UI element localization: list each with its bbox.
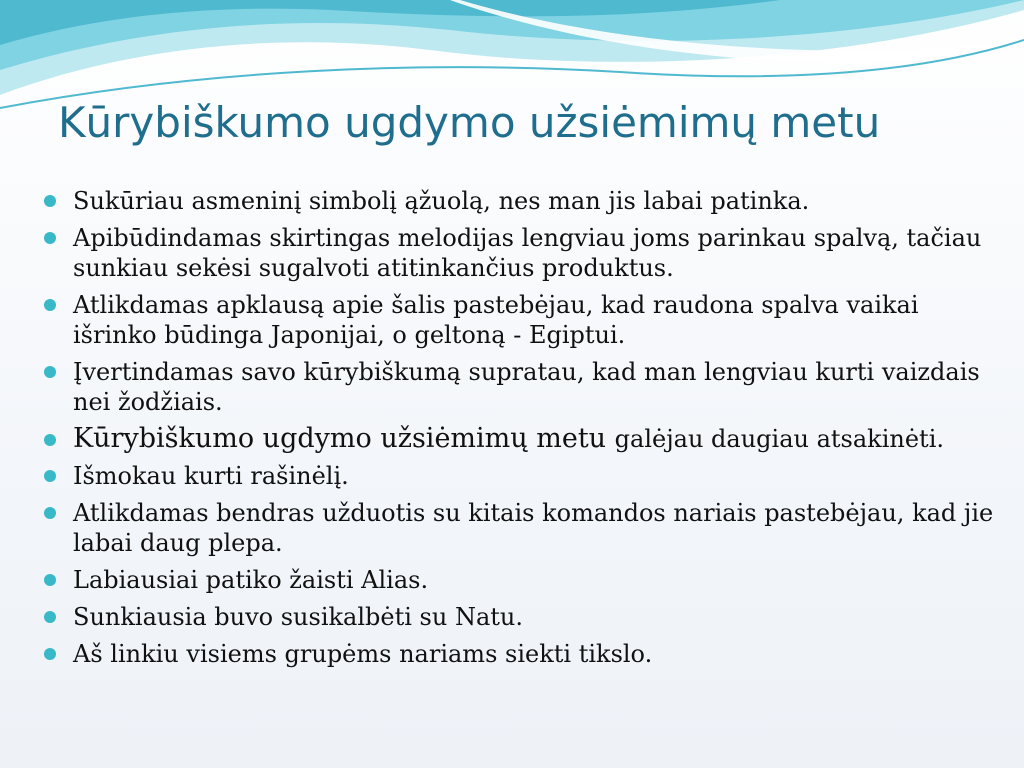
bullet-dot-icon	[44, 648, 56, 660]
bullet-dot-icon	[44, 507, 56, 519]
bullet-dot-icon	[44, 470, 56, 482]
bullet-text: Atlikdamas apklausą apie šalis pastebėjau, kad raudona spalva vaikai išrinko būdinga Japonijai, o geltoną - Egiptui.	[73, 291, 919, 349]
bullet-text: Įvertindamas savo kūrybiškumą supratau, kad man lengviau kurti vaizdais nei žodžiais.	[73, 358, 980, 416]
bullet-item	[44, 223, 994, 283]
bullet-text-lead: Kūrybiškumo ugdymo užsiėmimų metu	[73, 423, 615, 454]
bullet-text: Atlikdamas bendras užduotis su kitais komandos nariais pastebėjau, kad jie labai daug plepa.	[73, 499, 994, 557]
bullet-dot-icon	[44, 299, 56, 311]
bullet-text: Sukūriau asmeninį simbolį ąžuolą, nes man jis labai patinka.	[73, 187, 810, 215]
bullet-item	[44, 290, 994, 350]
bullet-dot-icon	[44, 232, 56, 244]
bullet-dot-icon	[44, 434, 56, 446]
bullet-dot-icon	[44, 366, 56, 378]
bullet-dot-icon	[44, 574, 56, 586]
bullet-list	[44, 186, 994, 676]
bullet-text-rest: galėjau daugiau atsakinėti.	[614, 425, 944, 453]
bullet-item	[44, 186, 994, 216]
bullet-item	[44, 424, 994, 454]
bullet-text: Išmokau kurti rašinėlį.	[73, 462, 349, 490]
bullet-dot-icon	[44, 611, 56, 623]
bullet-item	[44, 461, 994, 491]
bullet-item	[44, 357, 994, 417]
bullet-text: Sunkiausia buvo susikalbėti su Natu.	[73, 603, 523, 631]
bullet-item	[44, 498, 994, 558]
bullet-item	[44, 639, 994, 669]
bullet-item	[44, 565, 994, 595]
bullet-text: Aš linkiu visiems grupėms nariams siekti tikslo.	[73, 640, 653, 668]
bullet-dot-icon	[44, 195, 56, 207]
bullet-item	[44, 602, 994, 632]
bullet-text: Apibūdindamas skirtingas melodijas lengviau joms parinkau spalvą, tačiau sunkiau sekėsi sugalvoti atitinkančius produktus.	[73, 224, 982, 282]
slide-title: Kūrybiškumo ugdymo užsiėmimų metu	[58, 98, 881, 147]
bullet-text: Labiausiai patiko žaisti Alias.	[73, 566, 429, 594]
